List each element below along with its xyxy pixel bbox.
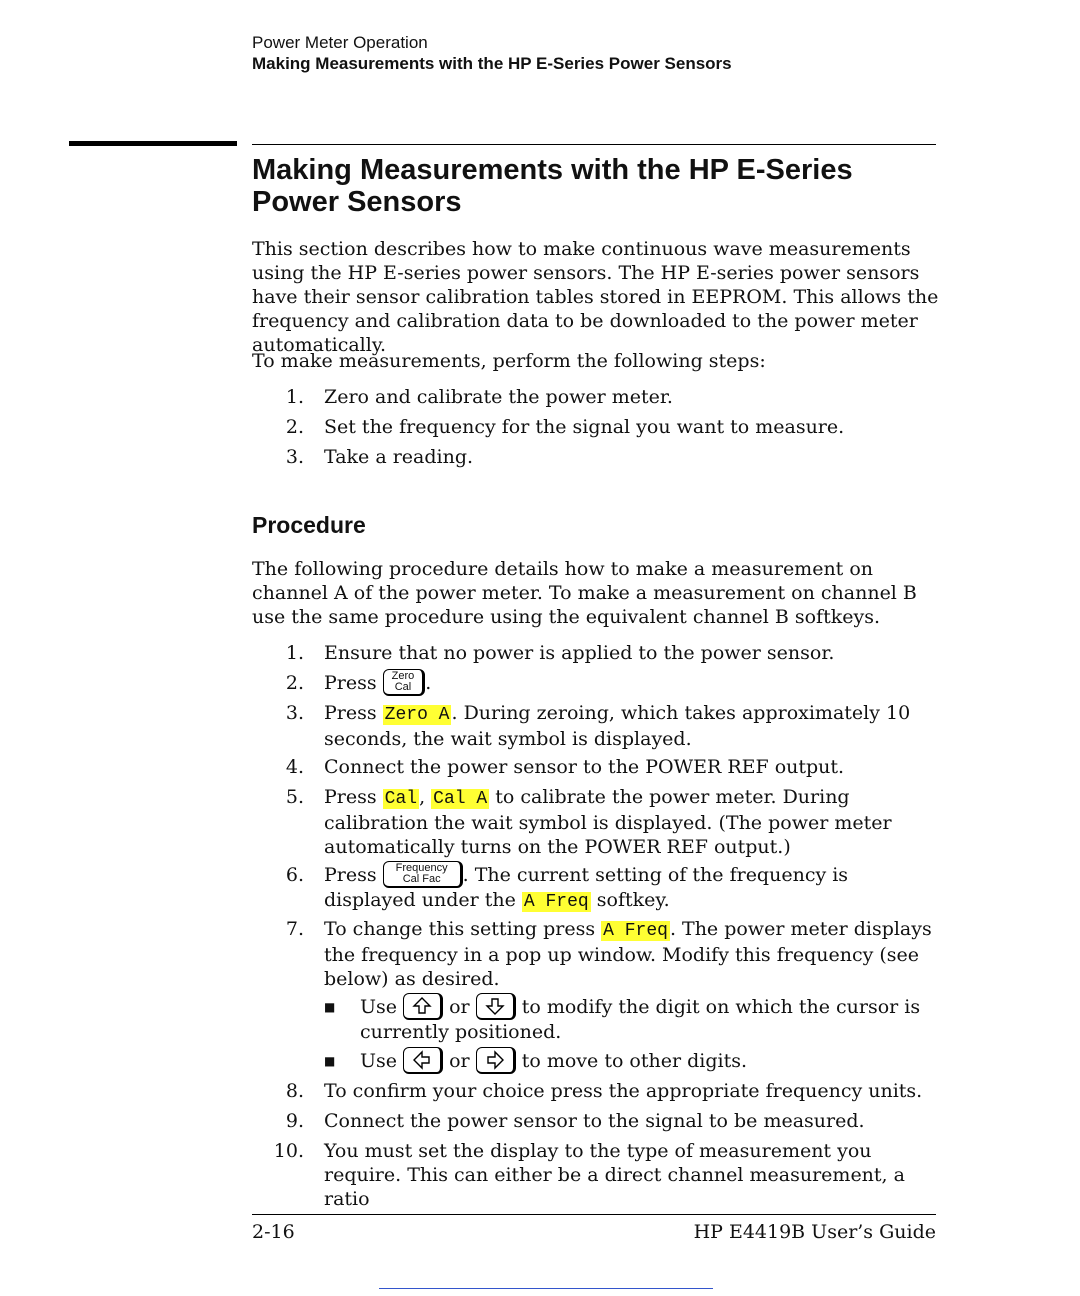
heading-rule-thick (69, 141, 237, 146)
step-text-pre: Press (324, 702, 377, 724)
heading-rule-thin (252, 144, 936, 145)
step-number: 6. (285, 864, 304, 886)
bullet-text-mid: or (449, 1050, 470, 1072)
softkey-cal-a: Cal A (433, 789, 488, 809)
footer-rule (252, 1214, 936, 1215)
intro-paragraph: This section describes how to make continuous wave measurements using the HP E-series power sensors. The HP E-series power sensors have their sensor calibration tables stored in EEPROM. This allows the frequency and calibration data to be downloaded to the power meter automatically. (252, 238, 939, 356)
step-text: Zero and calibrate the power meter. (324, 386, 673, 408)
step-text-post: . The power meter displays the frequency in a pop up window. Modify this frequency (see below) as desired. (324, 918, 932, 990)
step-text-pre: Press (324, 864, 377, 886)
softkey-a-freq: A Freq (603, 921, 668, 941)
step-text: To confirm your choice press the appropriate frequency units. (324, 1080, 923, 1102)
step-number: 5. (285, 786, 304, 808)
running-header-subsection: Making Measurements with the HP E-Series Power Sensors (252, 54, 732, 73)
step-number: 1. (285, 386, 304, 408)
bullet-text (360, 995, 940, 1044)
step-number: 10. (273, 1140, 304, 1162)
procedure-heading: Procedure (252, 512, 366, 538)
down-arrow-icon (476, 993, 516, 1020)
key-label-top: Zero (391, 669, 415, 682)
step-text-post2: softkey. (596, 888, 670, 911)
step-text-pre: Press (324, 786, 377, 808)
step-text (324, 917, 944, 991)
step-text (324, 671, 944, 696)
key-label-top: Frequency (395, 861, 448, 874)
step-text: Connect the power sensor to the signal to be measured. (324, 1110, 865, 1132)
bullet-square-icon: ■ (324, 1054, 336, 1068)
step-text (324, 785, 944, 859)
right-arrow-icon (476, 1047, 516, 1074)
procedure-intro: The following procedure details how to make a measurement on channel A of the power meter. To make a measurement on channel B use the same procedure using the equivalent channel B softkeys. (252, 558, 917, 628)
step-text: Connect the power sensor to the POWER REF output. (324, 756, 845, 778)
link-underline (379, 1288, 713, 1289)
step-text: Ensure that no power is applied to the power sensor. (324, 642, 835, 664)
up-arrow-icon (403, 993, 443, 1020)
guide-title: HP E4419B User’s Guide (693, 1221, 936, 1243)
step-number: 1. (285, 642, 304, 664)
step-text-separator: , (419, 786, 426, 808)
bullet-text-post: to move to other digits. (521, 1050, 748, 1072)
softkey-a-freq: A Freq (523, 891, 589, 912)
bullet-text-post: to modify the digit on which the cursor is currently positioned. (360, 996, 921, 1043)
step-text: Take a reading. (324, 446, 474, 468)
bullet-square-icon: ■ (324, 1000, 336, 1014)
step-text-pre: Press (324, 672, 377, 694)
step-text (324, 701, 944, 751)
step-number: 3. (285, 446, 304, 468)
left-arrow-icon (403, 1047, 443, 1074)
step-number: 3. (285, 702, 304, 724)
softkey-cal: Cal (384, 789, 418, 809)
step-number: 2. (285, 416, 304, 438)
step-text-post: . (425, 672, 432, 694)
running-header-section: Power Meter Operation (252, 33, 428, 52)
page-title: Making Measurements with the HP E-Series Power Sensors (252, 154, 853, 218)
step-text-post: to calibrate the power meter. During calibration the wait symbol is displayed. (The power meter automatically turns on the POWER REF output.) (324, 786, 892, 858)
bullet-text (360, 1049, 940, 1074)
step-number: 7. (285, 918, 304, 940)
zero-cal-key (383, 669, 426, 696)
frequency-cal-fac-key (383, 861, 463, 888)
step-number: 8. (285, 1080, 304, 1102)
key-label-bottom: Cal (394, 680, 412, 693)
step-text-pre: To change this setting press (324, 918, 596, 940)
step-number: 9. (285, 1110, 304, 1132)
step-text-post: . During zeroing, which takes approximately 10 seconds, the wait symbol is displayed. (324, 702, 911, 750)
step-text (324, 863, 944, 914)
step-text: You must set the display to the type of measurement you require. This can either be a direct channel measurement, a ratio (324, 1140, 905, 1210)
step-number: 2. (285, 672, 304, 694)
bullet-text-mid: or (449, 996, 470, 1018)
step-number: 4. (285, 756, 304, 778)
step-text: Set the frequency for the signal you want to measure. (324, 416, 845, 438)
page-number: 2-16 (252, 1221, 295, 1243)
key-label-bottom: Cal Fac (402, 872, 441, 885)
steps-intro: To make measurements, perform the following steps: (252, 350, 766, 372)
softkey-zero-a: Zero A (384, 705, 450, 725)
bullet-text-pre: Use (360, 996, 398, 1018)
step-text-post: . The current setting of the frequency is displayed under the (324, 864, 849, 911)
bullet-text-pre: Use (360, 1050, 398, 1072)
